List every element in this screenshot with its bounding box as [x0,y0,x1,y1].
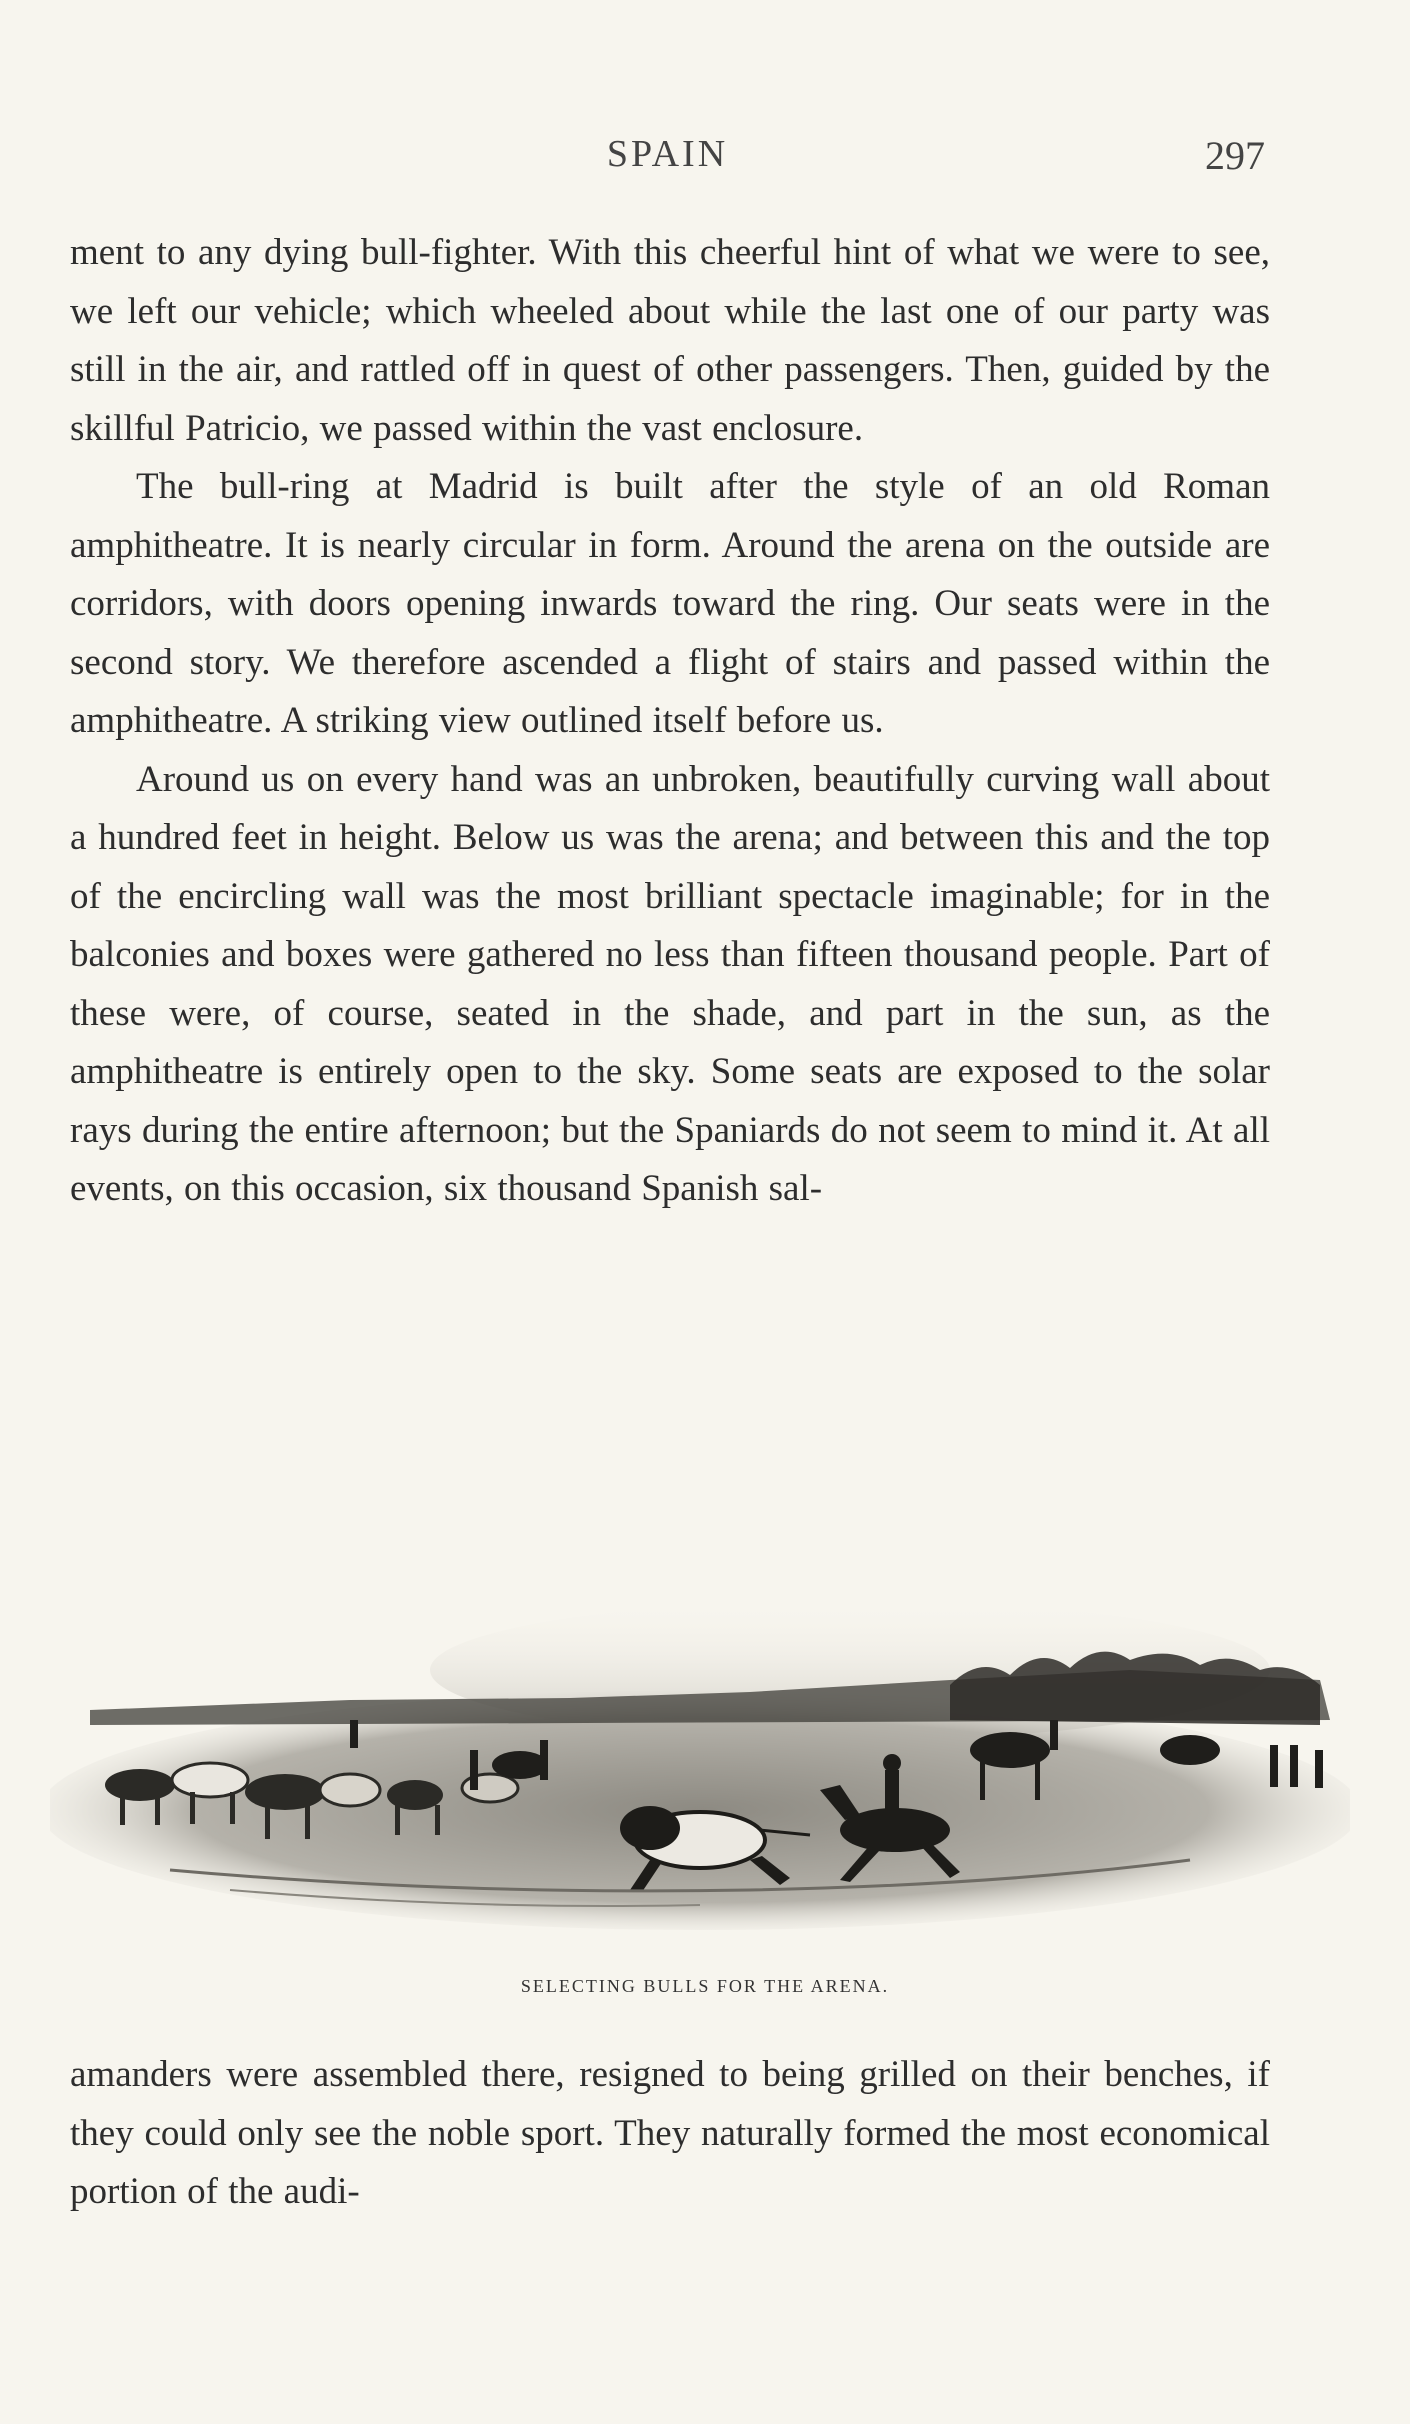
engraving-illustration [50,1560,1350,1940]
paragraph: Around us on every hand was an unbroken, beautifully curving wall about a hundred feet in height. Below us was the arena; and between this and the top of the encircling wall was the most brilliant spectacle imaginable; for in the balconies and boxes were gathered no less than fifteen thousand people. Part of these were, of course, seated in the shade, and part in the sun, as the amphitheatre is entirely open to the sky. Some seats are exposed to the solar rays during the entire afternoon; but the Spaniards do not seem to mind it. At all events, on this occasion, six thousand Spanish sal- [70,758,1270,1209]
body-text-lower [70,2046,1270,2222]
page-number: 297 [1205,133,1265,178]
running-head: SPAIN [606,133,729,175]
paragraph: The bull-ring at Madrid is built after the style of an old Roman amphitheatre. It is nearly circular in form. Around the arena on the outside are corridors, with doors opening inwards toward the ring. Our seats were in the second story. We therefore ascended a flight of stairs and passed within the amphitheatre. A striking view outlined itself before us. [70,466,1270,741]
paragraph: amanders were assembled there, resigned to being grilled on their benches, if they could only see the noble sport. They naturally formed the most economical portion of the audi- [70,2054,1270,2212]
body-text-upper [70,224,1270,1219]
paragraph: ment to any dying bull-fighter. With this cheerful hint of what we were to see, we left our vehicle; which wheeled about while the last one of our party was still in the air, and rattled off in quest of other passengers. Then, guided by the skillful Patricio, we passed within the vast enclosure. [70,232,1270,449]
illustration-caption: SELECTING BULLS FOR THE ARENA. [520,1976,890,1996]
page-header [70,132,1265,192]
